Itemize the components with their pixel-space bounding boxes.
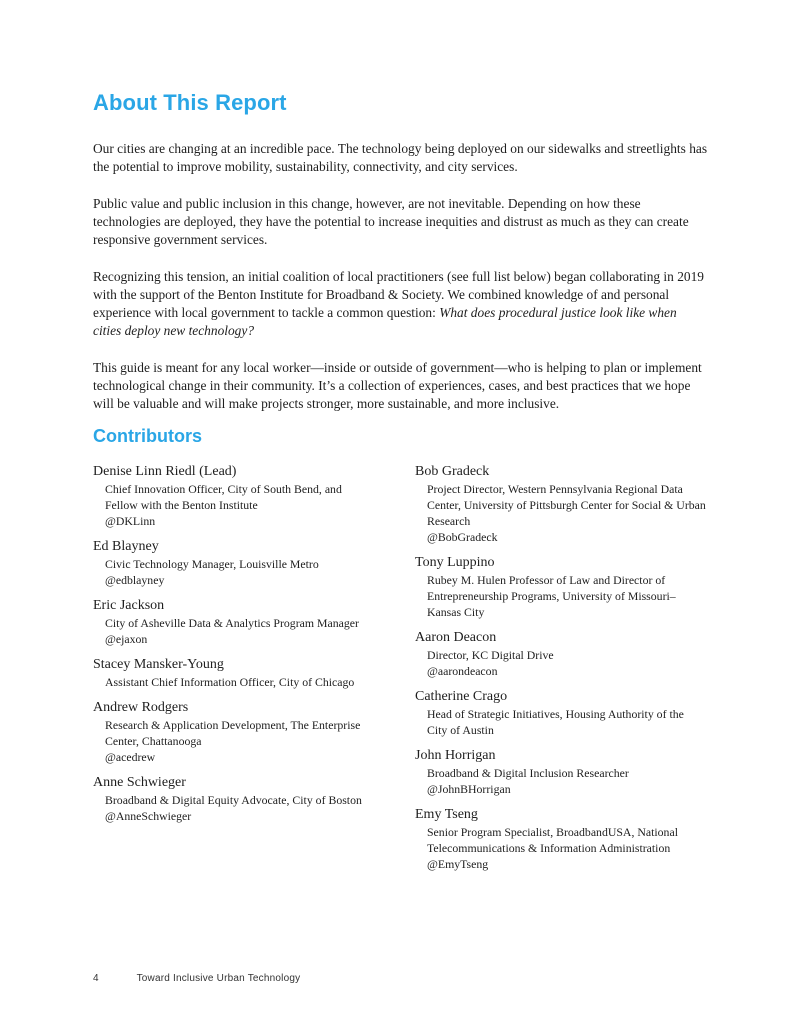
contributor-entry xyxy=(415,747,715,797)
contributor-detail: Project Director, Western Pennsylvania Regional Data xyxy=(427,482,683,496)
contributor-detail: Civic Technology Manager, Louisville Metro xyxy=(105,557,319,571)
contributor-entry xyxy=(415,463,715,545)
contributor-entry xyxy=(93,463,393,529)
contributor-entry xyxy=(93,597,393,647)
contributor-name: Ed Blayney xyxy=(93,539,159,554)
page-number: 4 xyxy=(93,973,99,984)
page-footer xyxy=(93,973,300,984)
contributor-detail: Head of Strategic Initiatives, Housing Authority of the xyxy=(427,707,684,721)
page-title: About This Report xyxy=(93,90,287,115)
contributor-detail: Center, Chattanooga xyxy=(105,734,202,748)
contributor-name: Bob Gradeck xyxy=(415,464,490,479)
contributor-detail: Director, KC Digital Drive xyxy=(427,648,554,662)
contributor-entry xyxy=(415,806,715,872)
contributor-name: Denise Linn Riedl (Lead) xyxy=(93,464,237,479)
contributor-detail: Chief Innovation Officer, City of South Bend, and xyxy=(105,482,342,496)
intro-paragraph-3-text: Recognizing this tension, an initial coalition of local practitioners (see full list below) began collaborating in 2019 with the support of the Benton Institute for Broadband & Society. We combined knowledge of and personal experience with local government to tackle a common question: xyxy=(93,269,704,320)
contributors-right-column xyxy=(415,463,715,881)
contributor-detail: Research & Application Development, The Enterprise xyxy=(105,718,361,732)
contributor-detail: Broadband & Digital Inclusion Researcher xyxy=(427,766,629,780)
contributor-entry xyxy=(93,656,393,690)
contributor-name: John Horrigan xyxy=(415,748,496,763)
contributors-left-column xyxy=(93,463,393,833)
contributor-entry xyxy=(415,688,715,738)
contributor-detail: Research xyxy=(427,514,471,528)
contributor-name: Anne Schwieger xyxy=(93,775,186,790)
intro-paragraph-1: Our cities are changing at an incredible pace. The technology being deployed on our sidewalks and streetlights has the potential to improve mobility, sustainability, connectivity, and city services. xyxy=(93,141,708,174)
contributor-entry xyxy=(415,629,715,679)
contributor-detail: @acedrew xyxy=(105,750,156,764)
intro-paragraph-2: Public value and public inclusion in this change, however, are not inevitable. Depending on how these technologies are deployed, they have the potential to increase inequities and distrust as much as they can create responsive government services. xyxy=(93,196,689,247)
contributor-entry xyxy=(415,554,715,620)
contributor-detail: @edblayney xyxy=(105,573,165,587)
contributor-entry xyxy=(93,699,393,765)
contributor-detail: Senior Program Specialist, BroadbandUSA, National xyxy=(427,825,678,839)
intro-section xyxy=(93,140,708,432)
contributor-detail: Telecommunications & Information Administration xyxy=(427,841,671,855)
contributor-detail: @JohnBHorrigan xyxy=(427,782,511,796)
contributor-detail: Center, University of Pittsburgh Center for Social & Urban xyxy=(427,498,706,512)
contributor-detail: Assistant Chief Information Officer, City of Chicago xyxy=(105,675,355,689)
contributor-detail: City of Asheville Data & Analytics Program Manager xyxy=(105,616,359,630)
intro-paragraph-3 xyxy=(93,268,708,340)
contributor-detail: @ejaxon xyxy=(105,632,148,646)
contributor-detail: @AnneSchwieger xyxy=(105,809,192,823)
footer-title: Toward Inclusive Urban Technology xyxy=(136,973,301,984)
contributor-entry xyxy=(93,774,393,824)
contributor-entry xyxy=(93,538,393,588)
contributor-name: Emy Tseng xyxy=(415,807,478,822)
contributor-name: Eric Jackson xyxy=(93,598,165,613)
procedural-justice-question: What does procedural justice look like when cities deploy new technology? xyxy=(93,305,677,338)
contributor-name: Andrew Rodgers xyxy=(93,700,189,715)
contributor-detail: Rubey M. Hulen Professor of Law and Director of xyxy=(427,573,666,587)
contributor-detail: @BobGradeck xyxy=(427,530,498,544)
contributor-detail: Fellow with the Benton Institute xyxy=(105,498,258,512)
intro-paragraph-4: This guide is meant for any local worker—inside or outside of government—who is helping to plan or implement technological change in their community. It’s a collection of experiences, cases, and best practices that we hope will be valuable and will make projects stronger, more sustainable, and more inclusive. xyxy=(93,360,702,411)
contributor-detail: Broadband & Digital Equity Advocate, City of Boston xyxy=(105,793,362,807)
contributor-detail: @aarondeacon xyxy=(427,664,498,678)
contributor-detail: Kansas City xyxy=(427,605,485,619)
contributor-detail: Entrepreneurship Programs, University of Missouri– xyxy=(427,589,676,603)
contributor-name: Catherine Crago xyxy=(415,689,508,704)
contributor-name: Aaron Deacon xyxy=(415,630,497,645)
contributor-name: Stacey Mansker-Young xyxy=(93,657,224,672)
contributor-detail: @DKLinn xyxy=(105,514,156,528)
contributor-detail: City of Austin xyxy=(427,723,494,737)
contributor-detail: @EmyTseng xyxy=(427,857,489,871)
contributor-name: Tony Luppino xyxy=(415,555,495,570)
contributors-heading: Contributors xyxy=(93,426,202,446)
